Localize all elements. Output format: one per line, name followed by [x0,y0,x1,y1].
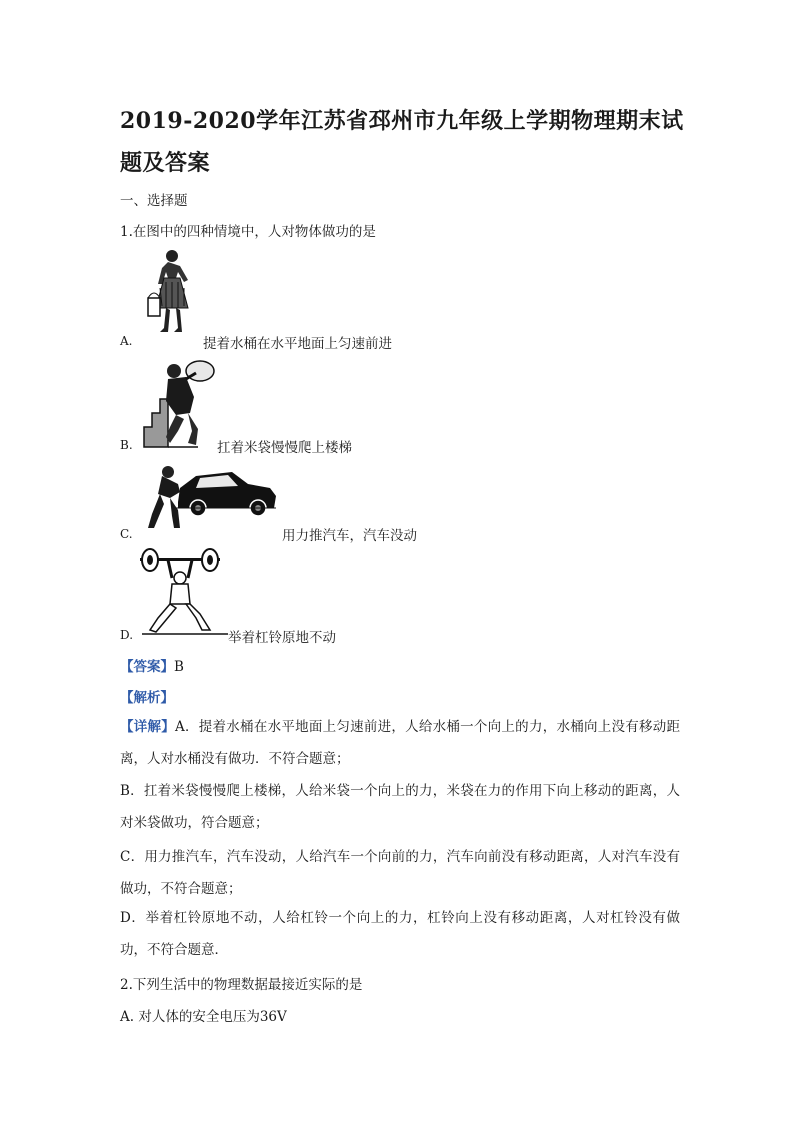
detail-b: B．扛着米袋慢慢爬上楼梯，人给米袋一个向上的力，米袋在力的作用下向上移动的距离，人对米袋做功，符合题意； [120,783,680,831]
option-d-text: 举着杠铃原地不动 [228,630,336,646]
option-c-text: 用力推汽车，汽车没动 [282,528,417,544]
detail-tag: 【详解】 [120,719,176,735]
answer-tag: 【答案】 [120,659,174,675]
weightlifter-icon [130,548,230,640]
document-title: 2019-2020学年江苏省邳州市九年级上学期物理期末试题及答案 [120,108,684,176]
analysis-tag: 【解析】 [120,690,174,706]
answer-line [120,655,184,675]
person-climbing-stairs-icon [140,357,215,449]
person-carrying-bucket-icon [140,248,202,334]
detail-c: C．用力推汽车，汽车没动，人给汽车一个向前的力，汽车向前没有移动距离，人对汽车没有做功，不符合题意； [120,849,680,897]
question-2-stem: 2.下列生活中的物理数据最接近实际的是 [120,977,363,993]
person-pushing-car-icon [140,462,280,532]
option-b-label: B. [120,438,133,452]
option-c-label: C. [120,527,133,541]
option-d-label: D. [120,628,134,642]
detail-d: D．举着杠铃原地不动，人给杠铃一个向上的力，杠铃向上没有移动距离，人对杠铃没有做功，不符合题意． [120,910,680,958]
answer-value: B [174,659,184,675]
detail-a [120,711,680,775]
question-2-option-a: A. 对人体的安全电压为36V [120,1009,287,1025]
option-a-label: A. [120,334,133,348]
option-a-text: 提着水桶在水平地面上匀速前进 [203,336,392,352]
option-b-text: 扛着米袋慢慢爬上楼梯 [217,440,352,456]
detail-a-text: A．提着水桶在水平地面上匀速前进，人给水桶一个向上的力，水桶向上没有移动距离，人对水桶没有做功．不符合题意； [120,719,681,767]
question-1-stem: 1.在图中的四种情境中，人对物体做功的是 [120,224,376,240]
section-heading: 一、选择题 [120,193,188,209]
analysis-line [120,686,174,706]
